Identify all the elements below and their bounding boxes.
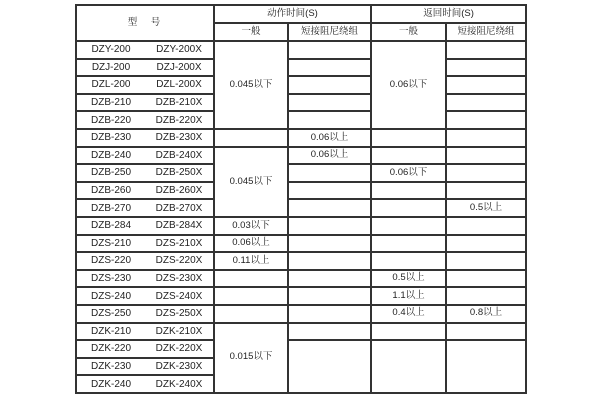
table-row bbox=[76, 129, 526, 147]
action-damping-cell bbox=[288, 323, 371, 341]
table-row bbox=[76, 323, 526, 341]
model-cell bbox=[76, 252, 214, 270]
action-damping-cell bbox=[288, 287, 371, 305]
action-damping-cell bbox=[288, 305, 371, 323]
table-body bbox=[76, 41, 526, 393]
model-name-variant: DZK-230X bbox=[155, 360, 203, 372]
model-name-variant: DZB-284X bbox=[155, 220, 203, 232]
model-name-primary: DZS-240 bbox=[90, 290, 131, 302]
model-name-primary: DZK-240 bbox=[90, 378, 131, 390]
model-pair bbox=[77, 62, 213, 73]
table-row bbox=[76, 252, 526, 270]
return-damping-cell bbox=[446, 76, 526, 94]
return-damping-cell bbox=[446, 287, 526, 305]
return-damping-winding-header: 短接阻尼绕组 bbox=[446, 23, 526, 41]
model-pair bbox=[77, 273, 213, 284]
model-name-variant: DZB-210X bbox=[155, 97, 203, 109]
model-name-primary: DZS-250 bbox=[90, 308, 131, 320]
model-name-variant: DZK-210X bbox=[155, 325, 203, 337]
model-name-primary: DZB-270 bbox=[90, 202, 131, 214]
return-damping-cell: 0.5以上 bbox=[446, 199, 526, 217]
model-cell bbox=[76, 59, 214, 77]
return-damping-cell bbox=[446, 340, 526, 393]
table-row bbox=[76, 217, 526, 235]
table-row bbox=[76, 59, 526, 77]
model-name-primary: DZB-210 bbox=[90, 97, 131, 109]
return-damping-cell: 0.8以上 bbox=[446, 305, 526, 323]
return-damping-cell bbox=[446, 41, 526, 59]
action-damping-cell bbox=[288, 270, 371, 288]
model-name-primary: DZB-240 bbox=[90, 149, 131, 161]
model-pair bbox=[77, 185, 213, 196]
model-pair bbox=[77, 291, 213, 302]
model-cell bbox=[76, 199, 214, 217]
return-general-cell bbox=[371, 182, 446, 200]
action-damping-cell bbox=[288, 111, 371, 129]
action-general-cell: 0.045以下 bbox=[214, 147, 288, 217]
model-name-primary: DZB-230 bbox=[90, 132, 131, 144]
action-damping-cell bbox=[288, 252, 371, 270]
action-damping-cell bbox=[288, 164, 371, 182]
model-cell bbox=[76, 287, 214, 305]
action-general-cell bbox=[214, 287, 288, 305]
header-row-groups bbox=[76, 5, 526, 23]
return-general-cell bbox=[371, 217, 446, 235]
model-pair bbox=[77, 150, 213, 161]
model-cell bbox=[76, 94, 214, 112]
model-name-variant: DZS-220X bbox=[155, 255, 203, 267]
table-row bbox=[76, 199, 526, 217]
model-cell bbox=[76, 111, 214, 129]
model-cell bbox=[76, 358, 214, 376]
return-general-cell bbox=[371, 235, 446, 253]
return-general-cell bbox=[371, 340, 446, 393]
return-general-cell bbox=[371, 129, 446, 147]
action-damping-cell bbox=[288, 182, 371, 200]
return-general-cell: 0.4以上 bbox=[371, 305, 446, 323]
return-damping-cell bbox=[446, 147, 526, 165]
action-damping-cell bbox=[288, 340, 371, 393]
action-damping-cell bbox=[288, 235, 371, 253]
model-name-primary: DZB-250 bbox=[90, 167, 131, 179]
table-header bbox=[76, 5, 526, 41]
model-cell bbox=[76, 41, 214, 59]
action-damping-cell bbox=[288, 94, 371, 112]
model-cell bbox=[76, 147, 214, 165]
return-general-header: 一般 bbox=[371, 23, 446, 41]
return-damping-cell bbox=[446, 323, 526, 341]
table-row bbox=[76, 76, 526, 94]
return-damping-cell bbox=[446, 235, 526, 253]
table-row bbox=[76, 111, 526, 129]
action-damping-cell bbox=[288, 199, 371, 217]
return-time-group-header: 返回时间(S) bbox=[371, 5, 526, 23]
return-general-cell bbox=[371, 252, 446, 270]
action-damping-winding-header: 短接阻尼绕组 bbox=[288, 23, 371, 41]
model-name-variant: DZB-220X bbox=[155, 114, 203, 126]
model-name-primary: DZS-230 bbox=[90, 273, 131, 285]
model-name-primary: DZK-220 bbox=[90, 343, 131, 355]
action-general-cell: 0.045以下 bbox=[214, 41, 288, 129]
model-name-primary: DZY-200 bbox=[91, 44, 131, 56]
return-general-cell bbox=[371, 323, 446, 341]
model-pair bbox=[77, 361, 213, 372]
model-cell bbox=[76, 270, 214, 288]
model-pair bbox=[77, 255, 213, 266]
action-damping-cell bbox=[288, 76, 371, 94]
model-name-variant: DZB-260X bbox=[155, 185, 203, 197]
model-cell bbox=[76, 182, 214, 200]
model-name-primary: DZB-260 bbox=[90, 185, 131, 197]
model-pair bbox=[77, 167, 213, 178]
action-damping-cell: 0.06以上 bbox=[288, 147, 371, 165]
model-cell bbox=[76, 217, 214, 235]
model-name-primary: DZS-210 bbox=[90, 237, 131, 249]
model-pair bbox=[77, 97, 213, 108]
return-damping-cell bbox=[446, 129, 526, 147]
return-general-cell: 0.06以下 bbox=[371, 164, 446, 182]
action-damping-cell: 0.06以上 bbox=[288, 129, 371, 147]
action-general-cell bbox=[214, 305, 288, 323]
model-cell bbox=[76, 76, 214, 94]
model-cell bbox=[76, 323, 214, 341]
return-damping-cell bbox=[446, 270, 526, 288]
table-row bbox=[76, 41, 526, 59]
model-name-primary: DZB-220 bbox=[90, 114, 131, 126]
action-general-cell: 0.03以下 bbox=[214, 217, 288, 235]
action-general-cell: 0.015以下 bbox=[214, 323, 288, 393]
model-name-variant: DZJ-200X bbox=[156, 61, 202, 73]
model-pair bbox=[77, 44, 213, 55]
table-row bbox=[76, 182, 526, 200]
action-damping-cell bbox=[288, 59, 371, 77]
model-name-primary: DZL-200 bbox=[91, 79, 131, 91]
return-damping-cell bbox=[446, 94, 526, 112]
table-row bbox=[76, 235, 526, 253]
relay-spec-table bbox=[75, 4, 527, 394]
model-cell bbox=[76, 129, 214, 147]
table-row bbox=[76, 94, 526, 112]
model-name-variant: DZB-250X bbox=[155, 167, 203, 179]
model-cell bbox=[76, 340, 214, 358]
return-damping-cell bbox=[446, 217, 526, 235]
action-general-header: 一般 bbox=[214, 23, 288, 41]
table-row bbox=[76, 147, 526, 165]
return-general-cell bbox=[371, 199, 446, 217]
return-damping-cell bbox=[446, 59, 526, 77]
table-row bbox=[76, 340, 526, 358]
model-pair bbox=[77, 203, 213, 214]
model-name-variant: DZK-220X bbox=[155, 343, 203, 355]
model-pair bbox=[77, 326, 213, 337]
model-name-variant: DZS-250X bbox=[155, 308, 203, 320]
action-general-cell bbox=[214, 270, 288, 288]
model-name-variant: DZS-210X bbox=[155, 237, 203, 249]
action-damping-cell bbox=[288, 217, 371, 235]
model-name-primary: DZS-220 bbox=[90, 255, 131, 267]
return-damping-cell bbox=[446, 164, 526, 182]
model-name-variant: DZS-230X bbox=[155, 273, 203, 285]
table-row bbox=[76, 287, 526, 305]
model-pair bbox=[77, 115, 213, 126]
model-name-variant: DZB-230X bbox=[155, 132, 203, 144]
return-damping-cell bbox=[446, 252, 526, 270]
model-name-variant: DZK-240X bbox=[155, 378, 203, 390]
model-cell bbox=[76, 375, 214, 393]
model-pair bbox=[77, 79, 213, 90]
model-pair bbox=[77, 220, 213, 231]
model-pair bbox=[77, 132, 213, 143]
model-name-variant: DZB-270X bbox=[155, 202, 203, 214]
model-pair bbox=[77, 379, 213, 390]
model-cell bbox=[76, 305, 214, 323]
model-name-primary: DZK-230 bbox=[90, 360, 131, 372]
return-damping-cell bbox=[446, 182, 526, 200]
action-general-cell: 0.11以上 bbox=[214, 252, 288, 270]
table-row bbox=[76, 164, 526, 182]
model-name-primary: DZB-284 bbox=[90, 220, 131, 232]
model-name-variant: DZY-200X bbox=[156, 44, 202, 56]
model-name-primary: DZJ-200 bbox=[91, 61, 131, 73]
model-pair bbox=[77, 238, 213, 249]
action-damping-cell bbox=[288, 41, 371, 59]
model-name-variant: DZL-200X bbox=[156, 79, 202, 91]
model-name-variant: DZB-240X bbox=[155, 149, 203, 161]
return-general-cell: 1.1以上 bbox=[371, 287, 446, 305]
table-row bbox=[76, 270, 526, 288]
action-general-cell bbox=[214, 129, 288, 147]
action-general-cell: 0.06以上 bbox=[214, 235, 288, 253]
return-general-cell: 0.06以下 bbox=[371, 41, 446, 129]
action-time-group-header: 动作时间(S) bbox=[214, 5, 371, 23]
model-column-header: 型 号 bbox=[76, 5, 214, 41]
table-row bbox=[76, 305, 526, 323]
model-cell bbox=[76, 164, 214, 182]
model-name-variant: DZS-240X bbox=[155, 290, 203, 302]
model-pair bbox=[77, 343, 213, 354]
return-general-cell bbox=[371, 147, 446, 165]
model-pair bbox=[77, 308, 213, 319]
return-damping-cell bbox=[446, 111, 526, 129]
model-cell bbox=[76, 235, 214, 253]
model-name-primary: DZK-210 bbox=[90, 325, 131, 337]
return-general-cell: 0.5以上 bbox=[371, 270, 446, 288]
